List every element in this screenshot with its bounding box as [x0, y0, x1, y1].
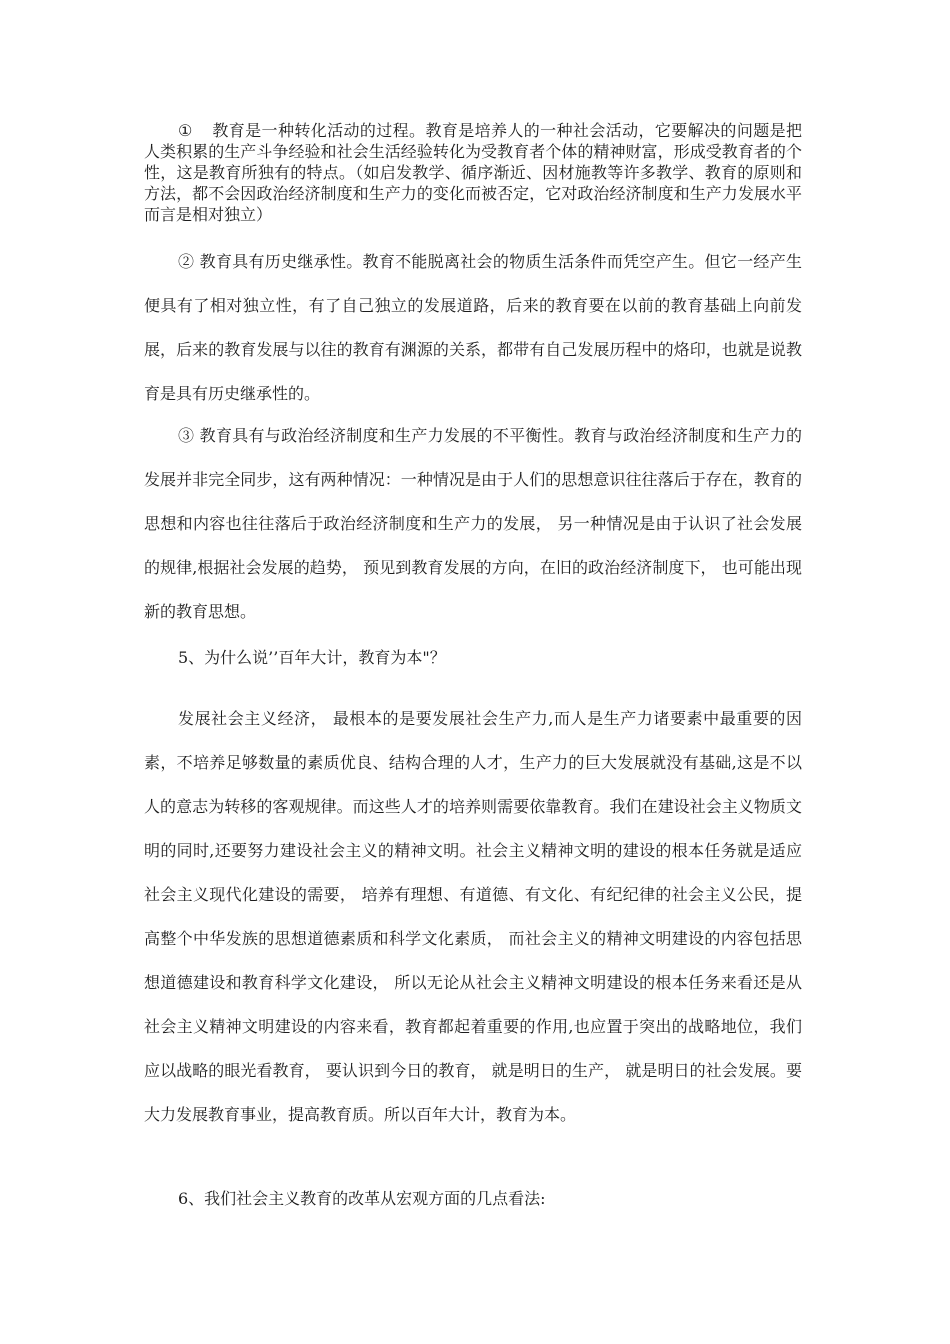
paragraph-marker: ① [178, 121, 193, 140]
paragraph-4: 发展社会主义经济， 最根本的是要发展社会生产力,而人是生产力诸要素中最重要的因素，不培养足够数量的素质优良、结构合理的人才，生产力的巨大发展就没有基础,这是不以人的意志为转移的客观规律。而这些人才的培养则需要依靠教育。我们在建设社会主义物质文明的同时,还要努力建设社会主义的精神文明。社会主义精神文明的建设的根本任务就是适应社会主义现代化建设的需要， 培养有理想、有道德、有文化、有纪纪律的社会主义公民，提高整个中华发族的思想道德素质和科学文化素质， 而社会主义的精神文明建设的内容包括思想道德建设和教育科学文化建设， 所以无论从社会主义精神文明建设的根本任务来看还是从社会主义精神文明建设的内容来看，教育都起着重要的作用,也应置于突出的战略地位，我们应以战略的眼光看教育， 要认识到今日的教育， 就是明日的生产， 就是明日的社会发展。要大力发展教育事业，提高教育质。所以百年大计，教育为本。 [144, 709, 802, 1124]
paragraph-2: ② 教育具有历史继承性。教育不能脱离社会的物质生活条件而凭空产生。但它一经产生便具有了相对独立性，有了自己独立的发展道路，后来的教育要在以前的教育基础上向前发展，后来的教育发展与以往的教育有渊源的关系，都带有自己发展历程中的烙印，也就是说教育是具有历史继承性的。 [144, 252, 802, 403]
paragraph-3: ③ 教育具有与政治经济制度和生产力发展的不平衡性。教育与政治经济制度和生产力的发展并非完全同步，这有两种情况：一种情况是由于人们的思想意识往往落后于存在，教育的思想和内容也往往落后于政治经济制度和生产力的发展， 另一种情况是由于认识了社会发展的规律,根据社会发展的趋势， 预见到教育发展的方向，在旧的政治经济制度下， 也可能出现新的教育思想。 [144, 426, 802, 621]
heading-6: 6、我们社会主义教育的改革从宏观方面的几点看法: [178, 1189, 546, 1208]
paragraph-1 [144, 120, 802, 225]
heading-5: 5、为什么说’’百年大计，教育为本"？ [178, 648, 446, 667]
paragraph-text: 教育是一种转化活动的过程。教育是培养人的一种社会活动，它要解决的问题是把人类积累的生产斗争经验和社会生活经验转化为受教育者个体的精神财富，形成受教育者的个性，这是教育所独有的特点。（如启发教学、循序渐近、因材施教等许多教学、教育的原则和方法，都不会因政治经济制度和生产力的变化而被否定，它对政治经济制度和生产力发展水平而言是相对独立） [144, 121, 802, 224]
